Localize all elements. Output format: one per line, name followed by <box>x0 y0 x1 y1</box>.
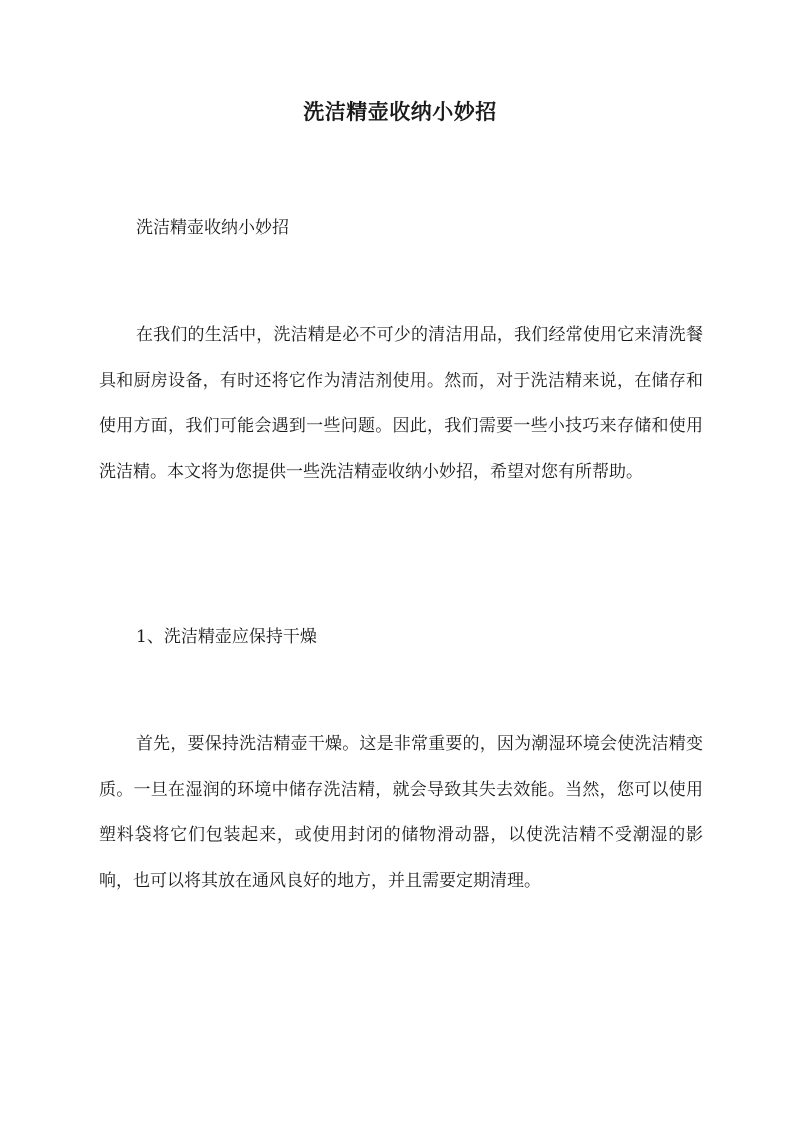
section-paragraph: 首先，要保持洗洁精壶干燥。这是非常重要的，因为潮湿环境会使洗洁精变质。一旦在湿润的环境中储存洗洁精，就会导致其失去效能。当然，您可以使用塑料袋将它们包装起来，或使用封闭的储物滑动器，以使洗洁精不受潮湿的影响，也可以将其放在通风良好的地方，并且需要定期清理。 <box>99 734 703 891</box>
document-subtitle: 洗洁精壶收纳小妙招 <box>136 218 289 238</box>
section-heading: 1、洗洁精壶应保持干燥 <box>136 627 317 647</box>
intro-paragraph: 在我们的生活中，洗洁精是必不可少的清洁用品，我们经常使用它来清洗餐具和厨房设备，有时还将它作为清洁剂使用。然而，对于洗洁精来说，在储存和使用方面，我们可能会遇到一些问题。因此，我们需要一些小技巧来存储和使用洗洁精。本文将为您提供一些洗洁精壶收纳小妙招，希望对您有所帮助。 <box>99 325 703 482</box>
document-title: 洗洁精壶收纳小妙招 <box>303 99 497 124</box>
